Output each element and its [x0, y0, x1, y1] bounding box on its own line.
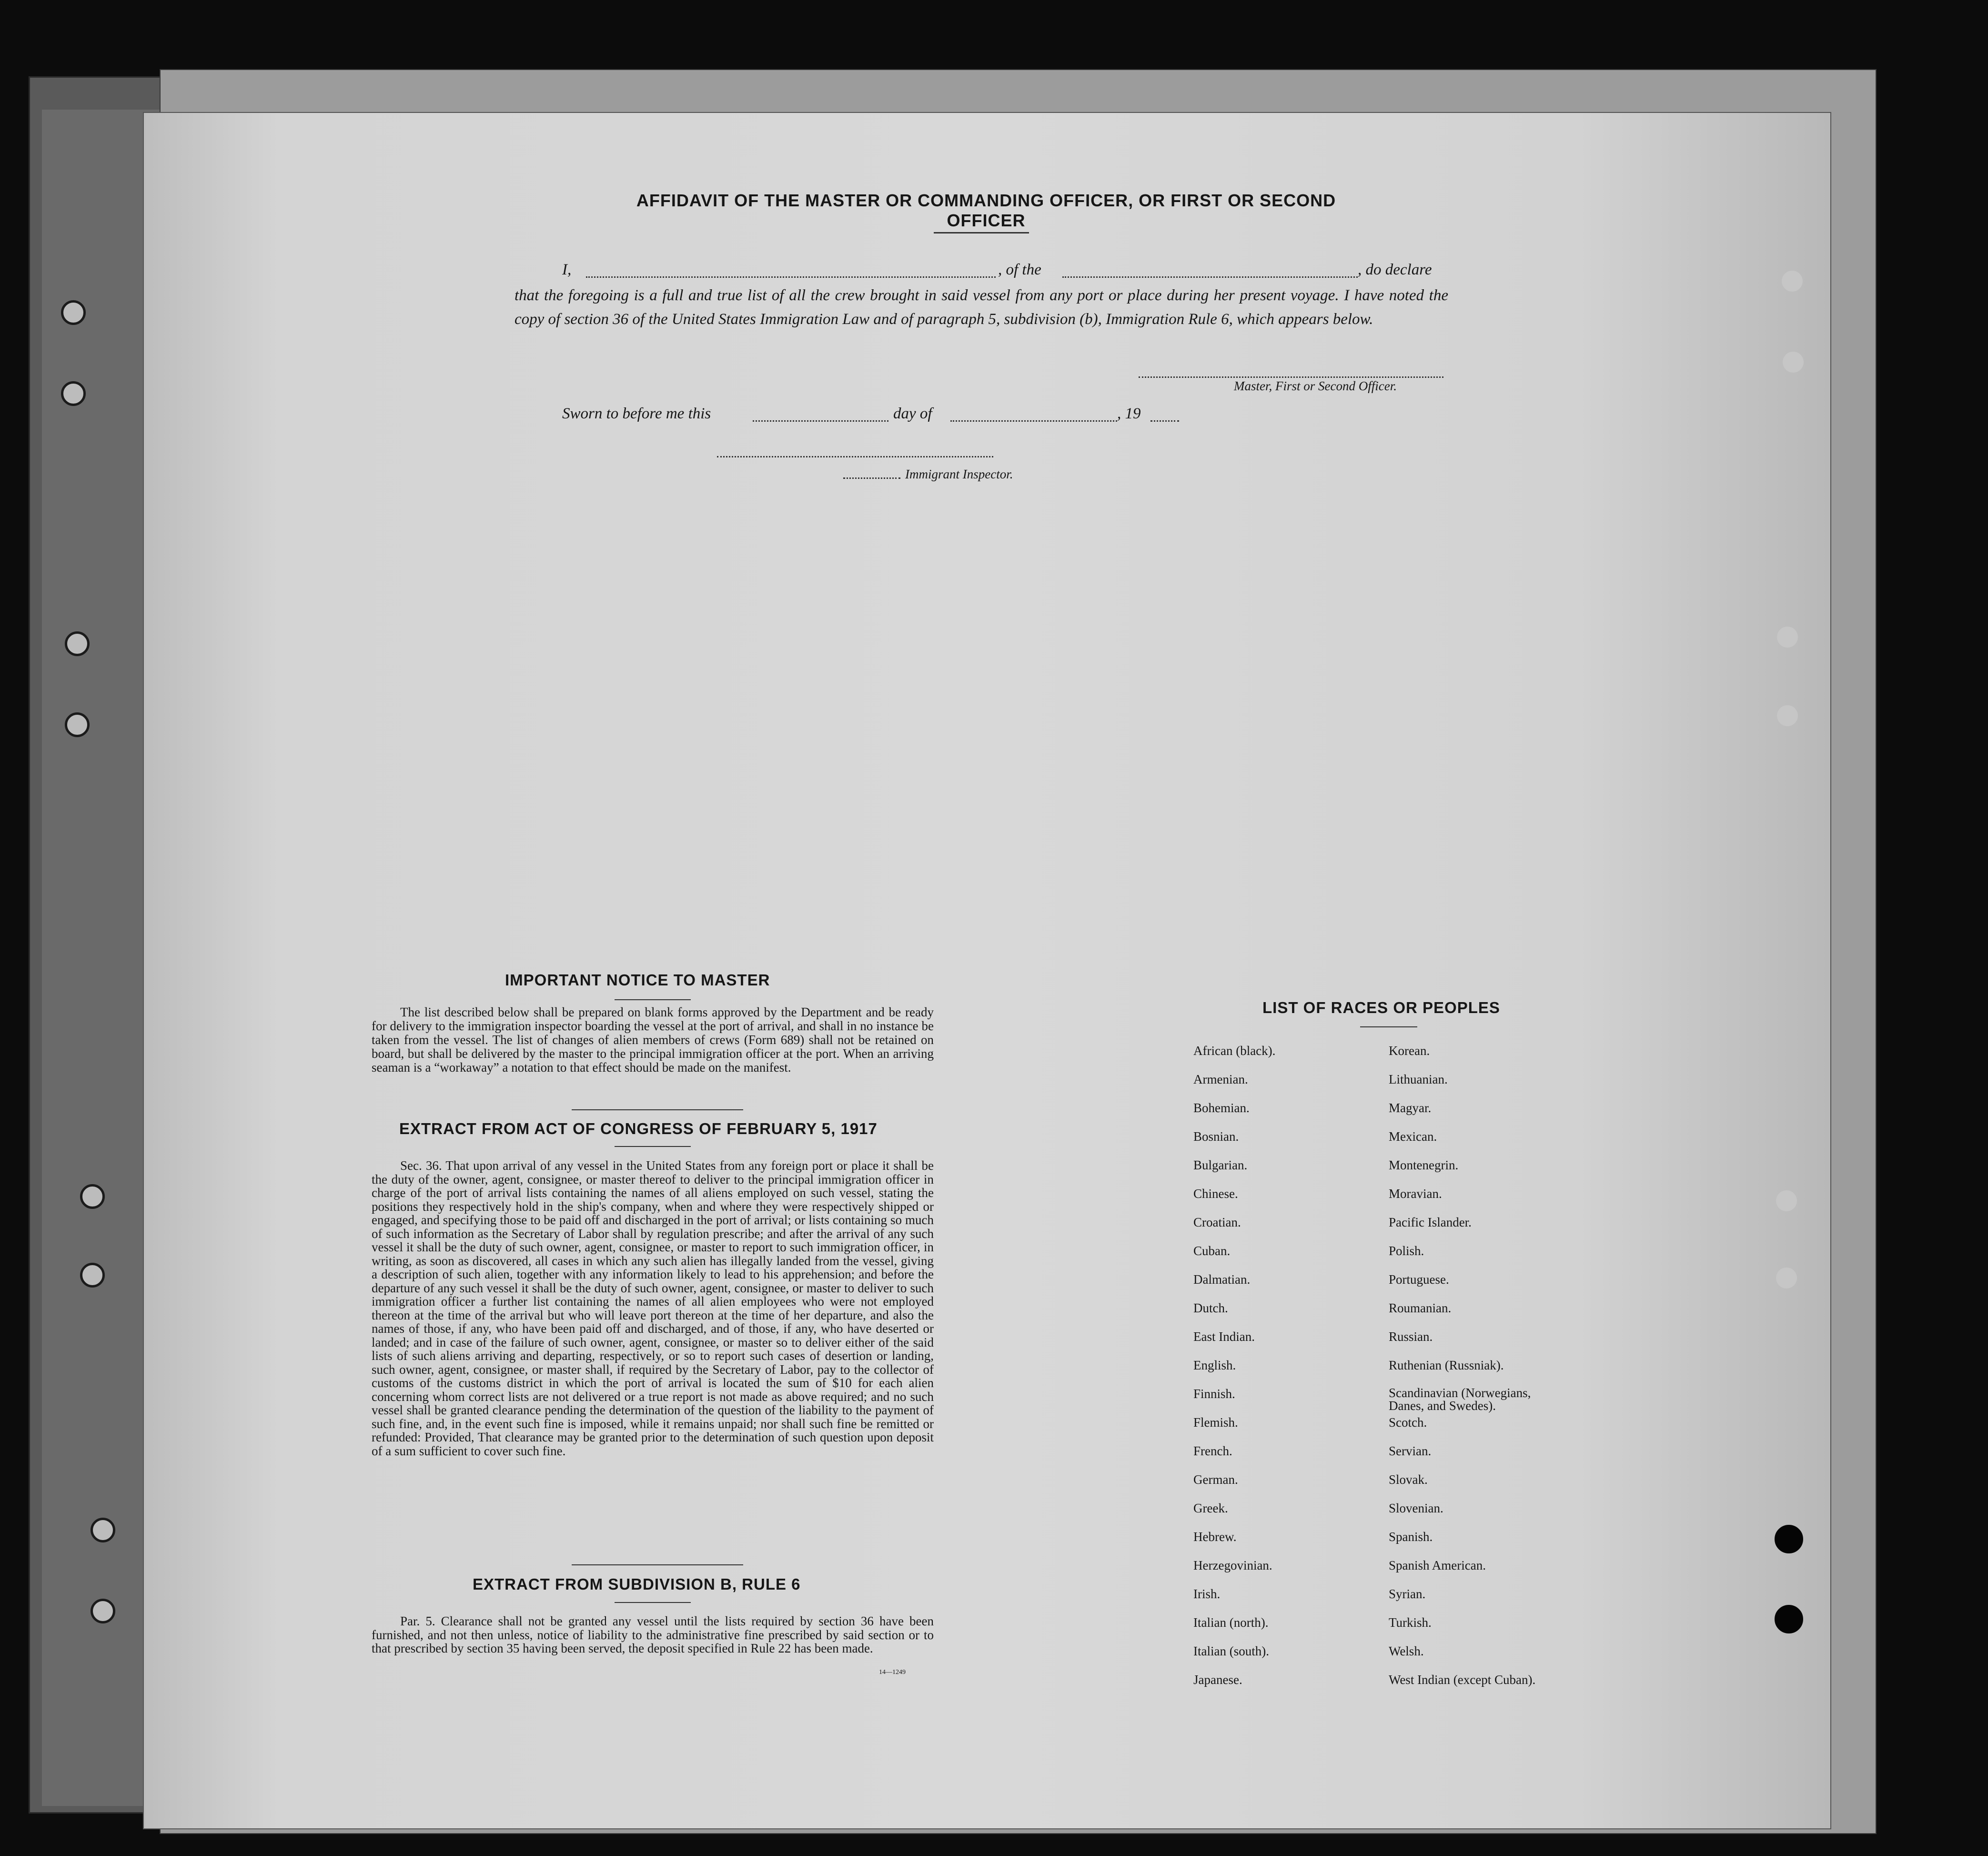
race-item: Turkish.: [1389, 1615, 1432, 1630]
declaration-text: that the foregoing is a full and true list of all the crew brought in said vessel from any port or place during her present voyage. I have noted the copy of section 36 of the United States Immigration Law and of paragraph 5, subdivision (b), Immigration Rule 6, which appears below.: [515, 287, 1448, 328]
race-item: Pacific Islander.: [1389, 1215, 1472, 1229]
binder-hole: [61, 381, 86, 406]
act-body: Sec. 36. That upon arrival of any vessel in the United States from any foreign port or place it shall be the duty of the owner, agent, consignee, or master thereof to deliver to the principal immigration officer in charge of the port of arrival lists containing the names of all aliens employed on such vessel, stating the positions they respectively hold in the ship's company, when and where they were respectively shipped or engaged, and specifying those to be paid off and discharged in the port of arrival; or lists containing so much of such information as the Secretary of Labor shall by regulation prescribe; and after the arrival of any such vessel it shall be the duty of such owner, agent, consignee, or master to report to such immigration officer, in writing, as soon as discovered, all cases in which any such alien has illegally landed from the vessel, giving a description of such alien, together with any information likely to lead to his apprehension; and before the departure of any such vessel it shall be the duty of such owner, agent, consignee, or master to deliver to such immigration officer a further list containing the names of all alien employees who were not employed thereon at the time of the arrival but who will leave port thereon at the time of her departure, and also the names of those, if any, who have been paid off and discharged, and of those, if any, who have deserted or landed; and in case of the failure of such owner, agent, consignee, or master so to deliver either of the said lists of such aliens arriving and departing, respectively, or so to report such cases of desertion or landing, such owner, agent, consignee, or master shall, if required by the Secretary of Labor, pay to the collector of customs of the customs district in which the port of arrival is located the sum of $10 for each alien concerning whom correct lists are not delivered or a true report is not made as above required; and no such vessel shall be granted clearance pending the determination of the question of the liability to the payment of such fine, and, in the event such fine is imposed, while it remains unpaid; nor shall such fine be remitted or refunded: Provided, That clearance may be granted prior to the determination of such question upon deposit of a sum sufficient to cover such fine.: [372, 1158, 934, 1458]
section-divider: [572, 1564, 743, 1565]
day-of-label: day of: [893, 405, 932, 422]
binder-hole: [80, 1263, 105, 1288]
race-item: Scandinavian (Norwegians, Danes, and Swedes).: [1389, 1386, 1531, 1413]
signature-caption: Master, First or Second Officer.: [1234, 379, 1397, 393]
races-title: LIST OF RACES OR PEOPLES: [1262, 999, 1500, 1016]
race-item: Montenegrin.: [1389, 1158, 1459, 1172]
binder-hole: [91, 1518, 115, 1542]
title-underline: [934, 232, 1029, 233]
race-item: English.: [1193, 1358, 1236, 1372]
race-item: Croatian.: [1193, 1215, 1241, 1229]
act-title: EXTRACT FROM ACT OF CONGRESS OF FEBRUARY 5, 1917: [399, 1120, 878, 1137]
race-item: Greek.: [1193, 1501, 1228, 1515]
race-item: Scotch.: [1389, 1415, 1427, 1430]
race-item: Portuguese.: [1389, 1272, 1449, 1287]
race-item: Flemish.: [1193, 1415, 1238, 1430]
races-right-column: [1389, 1044, 1589, 1701]
race-item: Russian.: [1389, 1329, 1433, 1344]
race-item: Servian.: [1389, 1444, 1432, 1458]
punch-hole: [1776, 1268, 1797, 1288]
sworn-label: Sworn to before me this: [562, 405, 711, 422]
race-item: Irish.: [1193, 1587, 1221, 1601]
act-underline: [615, 1146, 691, 1147]
race-item: Bosnian.: [1193, 1129, 1239, 1144]
binder-hole: [91, 1599, 115, 1623]
race-item: Japanese.: [1193, 1673, 1242, 1687]
race-item: Roumanian.: [1389, 1301, 1452, 1315]
race-item: Spanish.: [1389, 1530, 1433, 1544]
binder-hole: [65, 631, 90, 656]
race-item: Chinese.: [1193, 1187, 1238, 1201]
punch-hole: [1783, 352, 1804, 373]
races-underline: [1360, 1026, 1417, 1027]
race-item: Welsh.: [1389, 1644, 1424, 1658]
i-label: I,: [562, 261, 572, 278]
race-item: Slovak.: [1389, 1472, 1428, 1487]
race-item: Italian (north).: [1193, 1615, 1269, 1630]
race-item: Slovenian.: [1389, 1501, 1443, 1515]
race-item: Magyar.: [1389, 1101, 1432, 1115]
year-blank: [1150, 420, 1179, 422]
race-item: French.: [1193, 1444, 1232, 1458]
races-left-column: [1193, 1044, 1393, 1701]
race-item: German.: [1193, 1472, 1238, 1487]
rule-title: EXTRACT FROM SUBDIVISION B, RULE 6: [473, 1575, 801, 1593]
punch-hole: [1782, 271, 1803, 292]
race-item: Syrian.: [1389, 1587, 1426, 1601]
punch-hole: [1775, 1525, 1803, 1553]
inspector-signature-line: [717, 456, 993, 457]
race-item: Lithuanian.: [1389, 1072, 1448, 1086]
race-item: Korean.: [1389, 1044, 1430, 1058]
affidavit-title: AFFIDAVIT OF THE MASTER OR COMMANDING OFFICER, OR FIRST OR SECOND OFFICER: [636, 191, 1336, 230]
sworn-day-blank: [753, 420, 888, 422]
form-number: 14—1249: [879, 1669, 906, 1676]
race-item: Dutch.: [1193, 1301, 1228, 1315]
race-item: Italian (south).: [1193, 1644, 1269, 1658]
notice-title: IMPORTANT NOTICE TO MASTER: [505, 971, 770, 989]
race-item: Hebrew.: [1193, 1530, 1237, 1544]
notice-body: The list described below shall be prepared on blank forms approved by the Department and be ready for delivery to the immigration inspector boarding the vessel at the port of arrival, and shall in no instance be taken from the vessel. The list of changes of alien members of crews (Form 689) shall not be retained on board, but shall be delivered by the master to the principal immigration officer at the port. When an arriving seaman is a “workaway” a notation to that effect should be made on the manifest.: [372, 1005, 934, 1075]
officer-signature-line: [1139, 376, 1443, 378]
race-item: Spanish American.: [1389, 1558, 1486, 1572]
binder-hole: [80, 1184, 105, 1209]
race-item: West Indian (except Cuban).: [1389, 1673, 1536, 1687]
section-divider: [572, 1109, 743, 1110]
binder-hole: [65, 712, 90, 737]
rule-underline: [615, 1602, 691, 1603]
month-blank: [950, 420, 1117, 422]
race-item: Bohemian.: [1193, 1101, 1250, 1115]
punch-hole: [1777, 705, 1798, 726]
of-the-label: , of the: [998, 261, 1041, 278]
punch-hole: [1775, 1605, 1803, 1633]
race-item: Ruthenian (Russniak).: [1389, 1358, 1504, 1372]
name-blank: [586, 276, 996, 278]
vessel-blank: [1062, 276, 1358, 278]
year-label: , 19: [1117, 405, 1141, 422]
race-item: Mexican.: [1389, 1129, 1437, 1144]
race-item: Polish.: [1389, 1244, 1424, 1258]
race-item: East Indian.: [1193, 1329, 1255, 1344]
race-item: African (black).: [1193, 1044, 1276, 1058]
rule-body: Par. 5. Clearance shall not be granted any vessel until the lists required by section 36 have been furnished, and not then unless, notice of liability to the administrative fine prescribed by said section or to that prescribed by section 35 having been served, the deposit specified in Rule 22 has been made.: [372, 1614, 934, 1655]
notice-underline: [615, 999, 691, 1000]
punch-hole: [1777, 627, 1798, 648]
race-item: Moravian.: [1389, 1187, 1442, 1201]
binder-hole: [61, 300, 86, 325]
inspector-caption-dots: [843, 477, 900, 479]
race-item: Finnish.: [1193, 1387, 1235, 1401]
do-declare-label: , do declare: [1358, 261, 1432, 278]
race-item: Dalmatian.: [1193, 1272, 1251, 1287]
race-item: Armenian.: [1193, 1072, 1248, 1086]
race-item: Herzegovinian.: [1193, 1558, 1272, 1572]
inspector-caption: Immigrant Inspector.: [905, 467, 1013, 481]
race-item: Cuban.: [1193, 1244, 1231, 1258]
race-item: Bulgarian.: [1193, 1158, 1248, 1172]
punch-hole: [1776, 1190, 1797, 1211]
